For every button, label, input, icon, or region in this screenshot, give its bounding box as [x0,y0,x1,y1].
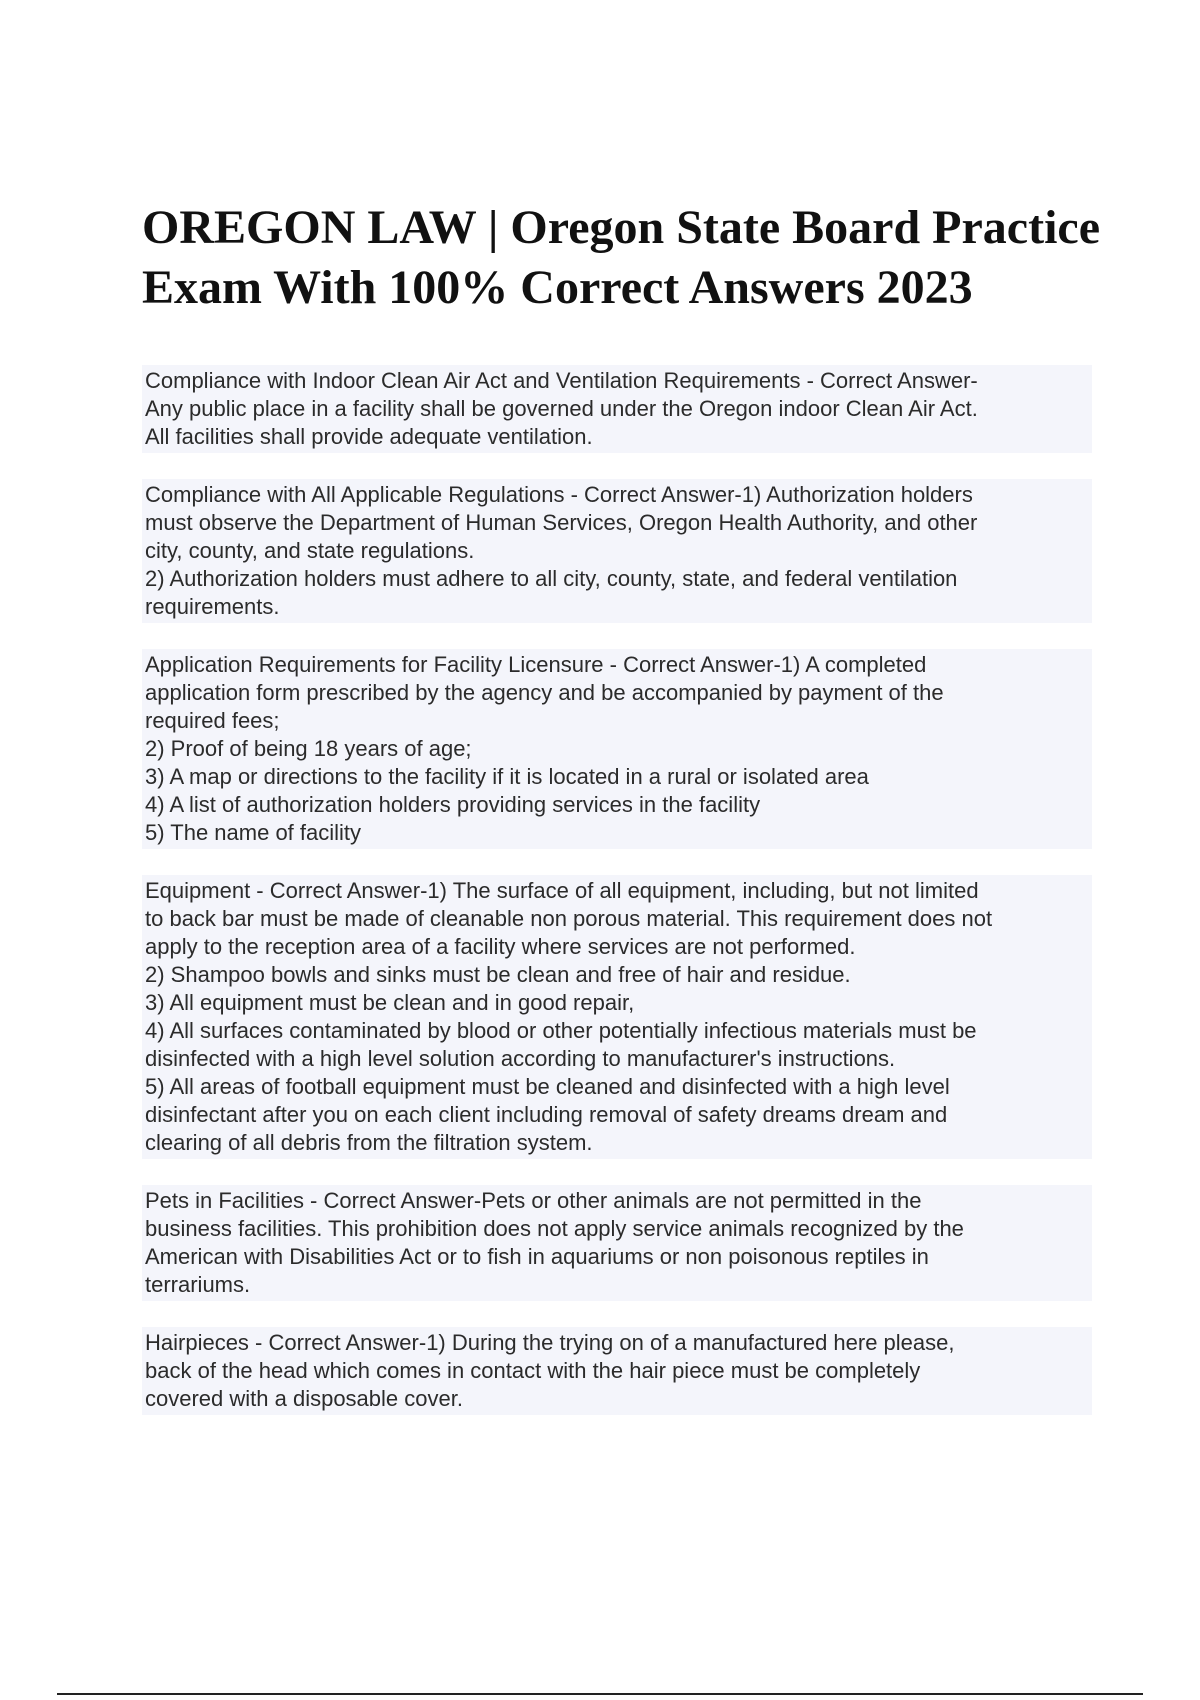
text-line: clearing of all debris from the filtration system. [145,1130,593,1155]
text-line: Compliance with All Applicable Regulations - Correct Answer-1) Authorization holders [145,482,973,507]
text-line: 5) The name of facility [145,820,362,845]
text-line: disinfectant after you on each client including removal of safety dreams dream and [145,1102,948,1127]
text-line: must observe the Department of Human Services, Oregon Health Authority, and other [145,510,978,535]
text-line: 2) Authorization holders must adhere to all city, county, state, and federal ventilation [145,566,958,591]
qa-entry-indoor-clean-air [142,365,1092,453]
text-line: 4) All surfaces contaminated by blood or other potentially infectious materials must be [145,1018,977,1043]
text-line: 3) All equipment must be clean and in good repair, [145,990,635,1015]
text-line: apply to the reception area of a facility where services are not performed. [145,934,856,959]
text-line: Any public place in a facility shall be governed under the Oregon indoor Clean Air Act. [145,396,978,421]
text-line: 2) Proof of being 18 years of age; [145,736,472,761]
document-title [142,198,1192,318]
text-line: back of the head which comes in contact with the hair piece must be completely [145,1358,921,1383]
text-line: requirements. [145,594,280,619]
text-line: required fees; [145,708,280,733]
text-line: Compliance with Indoor Clean Air Act and Ventilation Requirements - Correct Answer- [145,368,978,393]
qa-entry-hairpieces [142,1327,1092,1415]
text-line: 2) Shampoo bowls and sinks must be clean and free of hair and residue. [145,962,851,987]
text-line: to back bar must be made of cleanable non porous material. This requirement does not [145,906,993,931]
text-line: Hairpieces - Correct Answer-1) During the trying on of a manufactured here please, [145,1330,955,1355]
document-body [142,365,1092,1441]
text-line: covered with a disposable cover. [145,1386,463,1411]
text-line: 3) A map or directions to the facility if it is located in a rural or isolated area [145,764,869,789]
footer-divider [57,1693,1143,1695]
title-line: Exam With 100% Correct Answers 2023 [142,261,973,314]
text-line: American with Disabilities Act or to fish in aquariums or non poisonous reptiles in [145,1244,929,1269]
text-line: disinfected with a high level solution according to manufacturer's instructions. [145,1046,896,1071]
text-line: Pets in Facilities - Correct Answer-Pets or other animals are not permitted in the [145,1188,922,1213]
title-line: OREGON LAW | Oregon State Board Practice [142,201,1101,254]
text-line: Equipment - Correct Answer-1) The surface of all equipment, including, but not limited [145,878,979,903]
text-line: Application Requirements for Facility Licensure - Correct Answer-1) A completed [145,652,927,677]
qa-entry-applicable-regulations [142,479,1092,623]
text-line: city, county, and state regulations. [145,538,475,563]
text-line: 4) A list of authorization holders providing services in the facility [145,792,761,817]
text-line: application form prescribed by the agency and be accompanied by payment of the [145,680,944,705]
text-line: All facilities shall provide adequate ventilation. [145,424,593,449]
qa-entry-facility-licensure [142,649,1092,849]
text-line: 5) All areas of football equipment must be cleaned and disinfected with a high level [145,1074,950,1099]
qa-entry-equipment [142,875,1092,1159]
qa-entry-pets-in-facilities [142,1185,1092,1301]
text-line: business facilities. This prohibition does not apply service animals recognized by the [145,1216,964,1241]
text-line: terrariums. [145,1272,251,1297]
